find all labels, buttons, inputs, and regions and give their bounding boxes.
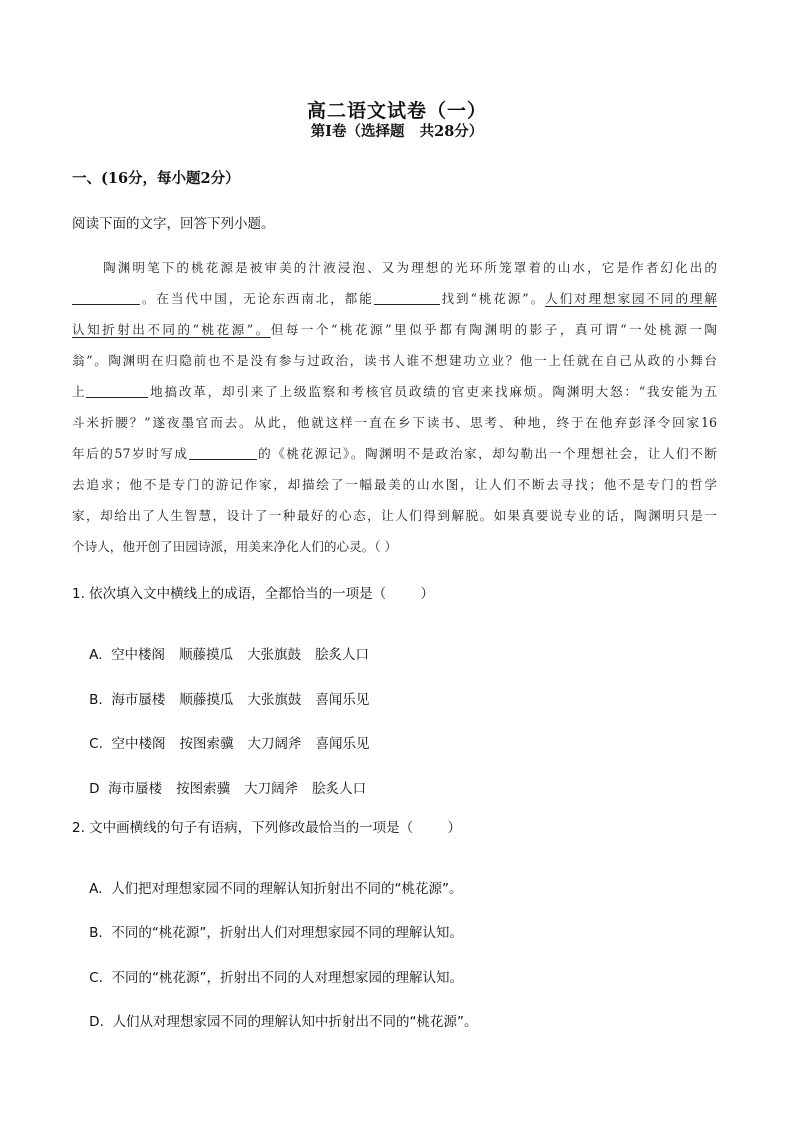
page-title: 高二语文试卷（一）: [306, 100, 487, 122]
question-2-option-b[interactable]: B. 不同的“桃花源”，折射出人们对理想家园不同的理解认知。: [89, 925, 463, 941]
question-1-option-c[interactable]: C. 空中楼阁 按图索骥 大刀阔斧 喜闻乐见: [89, 736, 370, 752]
reading-instruction: 阅读下面的文字，回答下列小题。: [72, 216, 275, 232]
question-1-option-a[interactable]: A. 空中楼阁 顺藤摸瓜 大张旗鼓 脍炙人口: [89, 647, 370, 663]
answer-blank-1: [72, 290, 140, 305]
section-heading: 一、(16分，每小题2分）: [72, 170, 240, 187]
passage-line: 家，却给出了人生智慧，设计了一种最好的心态，让人们得到解脱。如果真要说专业的话，陶渊明只是一: [72, 508, 717, 523]
passage-line: 翁”。陶渊明在归隐前也不是没有参与过政治，读书人谁不想建功立业？他一上任就在自己从政的小舞台: [72, 353, 717, 368]
underlined-sentence: 人们对理想家园不同的理解: [545, 291, 718, 306]
question-2-stem: 2. 文中画横线的句子有语病，下列修改最恰当的一项是（ ）: [72, 820, 462, 836]
part-subtitle: 第Ⅰ卷（选择题 共28分）: [310, 123, 484, 140]
question-1-option-b[interactable]: B. 海市蜃楼 顺藤摸瓜 大张旗鼓 喜闻乐见: [89, 692, 370, 708]
underlined-sentence: 认知折射出不同的“桃花源”。: [72, 322, 271, 337]
passage-line: 。在当代中国，无论东西南北，都能 找到“桃花源”。人们对理想家园不同的理解: [72, 283, 717, 314]
question-2-option-a[interactable]: A. 人们把对理想家园不同的理解认知折射出不同的“桃花源”。: [89, 881, 463, 897]
question-1-option-d[interactable]: D 海市蜃楼 按图索骥 大刀阔斧 脍炙人口: [89, 781, 367, 797]
question-2-option-d[interactable]: D. 人们从对理想家园不同的理解认知中折射出不同的“桃花源”。: [89, 1014, 478, 1030]
question-1-stem: 1. 依次填入文中横线上的成语，全都恰当的一项是（ ）: [72, 586, 435, 602]
question-2-option-c[interactable]: C. 不同的“桃花源”，折射出不同的人对理想家园的理解认知。: [89, 970, 463, 986]
answer-blank-4: [189, 445, 257, 460]
passage-line: 认知折射出不同的“桃花源”。但每一个“桃花源”里似乎都有陶渊明的影子，真可谓“一处桃源一陶: [72, 322, 717, 337]
reading-passage: [72, 252, 717, 562]
passage-line: 年后的57岁时写成 的《桃花源记》。陶渊明不是政治家，却勾勒出一个理想社会，让人们不断: [72, 446, 717, 461]
answer-blank-2: [374, 290, 440, 305]
answer-blank-3: [86, 383, 148, 398]
passage-line: 斗米折腰？”遂夜墨官而去。从此，他就这样一直在乡下读书、思考、种地，终于在他弃彭泽令回家16: [72, 415, 717, 430]
passage-line: 去追求；他不是专门的游记作家，却描绘了一幅最美的山水图，让人们不断去寻找；他不是专门的哲学: [72, 477, 717, 492]
passage-line: 个诗人，他开创了田园诗派，用美来净化人们的心灵。（ ）: [72, 539, 398, 554]
passage-line: 上 地搞改革，却引来了上级监察和考核官员政绩的官吏来找麻烦。陶渊明大怒：“我安能为五: [72, 384, 717, 399]
passage-line: 陶渊明笔下的桃花源是被审美的汁液浸泡、又为理想的光环所笼罩着的山水，它是作者幻化出的: [101, 260, 717, 275]
